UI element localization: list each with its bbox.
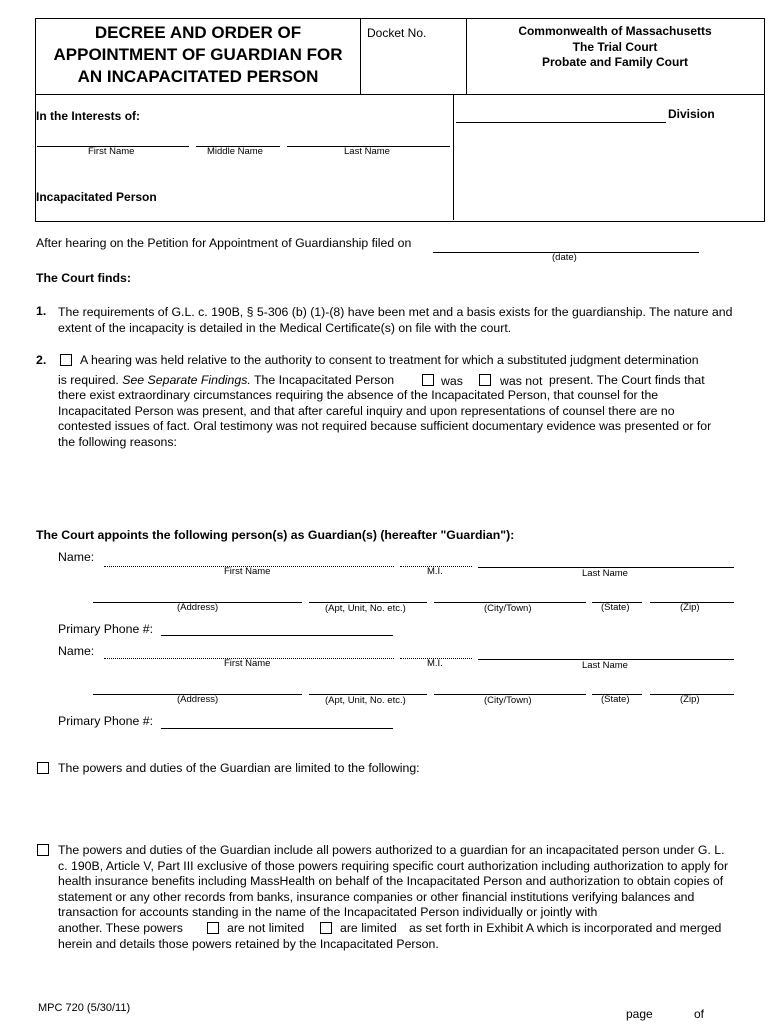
- header-vline-title: [360, 18, 361, 94]
- form-title: DECREE AND ORDER OF APPOINTMENT OF GUARDIAN FOR AN INCAPACITATED PERSON: [53, 23, 343, 86]
- finding-2-number: 2.: [36, 353, 47, 367]
- form-id: MPC 720 (5/30/11): [38, 1002, 131, 1014]
- was-not-present-checkbox[interactable]: [479, 374, 491, 386]
- middle-name-label: Middle Name: [207, 146, 263, 157]
- interests-label: In the Interests of:: [36, 109, 141, 123]
- finding-2-checkbox[interactable]: [60, 354, 72, 366]
- finding-1-number: 1.: [36, 304, 47, 318]
- findings-heading: The Court finds:: [36, 271, 131, 285]
- guardian-2-phone-field[interactable]: [161, 728, 393, 729]
- guardian-2-name-label: Name:: [58, 644, 95, 658]
- finding-2-line2-end: present. The Court finds that: [549, 373, 705, 387]
- guardian-1-city-label: (City/Town): [484, 603, 532, 614]
- incapacitated-person-label: Incapacitated Person: [36, 190, 157, 204]
- finding-1-text: The requirements of G.L. c. 190B, § 5-306 (b) (1)-(8) have been met and a basis exists for the guardianship. The nature and extent of the incapacity is detailed in the Medical Certificate(s) on file with the court.: [58, 305, 733, 335]
- was-not-label: was not: [500, 374, 543, 388]
- guardian-2-mi-label: M.I.: [427, 658, 443, 669]
- guardian-2-first-name-label: First Name: [224, 658, 271, 669]
- guardian-1-mi-label: M.I.: [427, 566, 443, 577]
- header-vline-interests: [453, 94, 454, 220]
- powers-limited-checkbox[interactable]: [37, 762, 49, 774]
- appoint-heading: The Court appoints the following person(s) as Guardian(s) (hereafter "Guardian"):: [36, 528, 515, 542]
- court-name: Commonwealth of Massachusetts The Trial Court Probate and Family Court: [518, 24, 712, 69]
- guardian-2-zip-label: (Zip): [680, 694, 700, 705]
- hearing-text: After hearing on the Petition for Appointment of Guardianship filed on: [36, 236, 412, 250]
- division-field[interactable]: [456, 122, 666, 123]
- division-label: Division: [668, 107, 715, 121]
- was-present-checkbox[interactable]: [422, 374, 434, 386]
- docket-label: Docket No.: [367, 26, 427, 40]
- guardian-2-city-label: (City/Town): [484, 695, 532, 706]
- finding-2-rest: there exist extraordinary circumstances requiring the absence of the Incapacitated Person, that counsel for the Incapacitated Person was present, and that after careful inquiry and upon representations of counsel there are no contested issues of fact. Oral testimony was not required because sufficient documentary evidence was presented or for the following reasons:: [58, 388, 712, 449]
- guardian-1-zip-label: (Zip): [680, 602, 700, 613]
- guardian-1-apt-label: (Apt, Unit, No. etc.): [325, 603, 406, 614]
- guardian-2-address-label: (Address): [177, 694, 219, 705]
- powers-last-line: herein and details those powers retained by the Incapacitated Person.: [58, 937, 439, 951]
- guardian-1-phone-label: Primary Phone #:: [58, 622, 154, 636]
- guardian-1-name-label: Name:: [58, 550, 95, 564]
- last-name-label: Last Name: [344, 146, 390, 157]
- of-label: of: [694, 1007, 705, 1021]
- hearing-date-label: (date): [552, 252, 577, 263]
- powers-all-text: The powers and duties of the Guardian include all powers authorized to a guardian for an incapacitated person under G. L. c. 190B, Article V, Part III exclusive of those powers requiring specific court authorization including authorization to apply for health insurance benefits including MassHealth on behalf of the Incapacitated Person and authorization to obtain copies of statement or any other records from banks, insurance companies or other financial institutions verifying balances and transaction for accounts standing in the name of the Incapacitated Person individually or jointly with: [58, 843, 729, 920]
- guardian-2-state-label: (State): [601, 694, 630, 705]
- finding-2-line2: is required. See Separate Findings. The Incapacitated Person: [58, 373, 395, 387]
- guardian-2-phone-label: Primary Phone #:: [58, 714, 154, 728]
- powers-are-limited-checkbox[interactable]: [320, 922, 332, 934]
- page-label: page: [626, 1007, 653, 1021]
- guardian-1-last-name-label: Last Name: [582, 568, 628, 579]
- powers-not-limited-label: are not limited: [227, 921, 305, 935]
- was-label: was: [441, 374, 463, 388]
- guardian-1-phone-field[interactable]: [161, 635, 393, 636]
- header-divider: [35, 94, 764, 95]
- guardian-1-state-label: (State): [601, 602, 630, 613]
- powers-not-limited-checkbox[interactable]: [207, 922, 219, 934]
- first-name-label: First Name: [88, 146, 135, 157]
- guardian-2-last-name-label: Last Name: [582, 660, 628, 671]
- powers-exhibit-text: as set forth in Exhibit A which is incorporated and merged: [409, 921, 722, 935]
- guardian-2-apt-label: (Apt, Unit, No. etc.): [325, 695, 406, 706]
- powers-limited-text: The powers and duties of the Guardian are limited to the following:: [58, 761, 420, 775]
- guardian-1-address-label: (Address): [177, 602, 219, 613]
- powers-another-text: another. These powers: [58, 921, 183, 935]
- powers-all-checkbox[interactable]: [37, 844, 49, 856]
- powers-are-limited-label: are limited: [340, 921, 397, 935]
- finding-2-line1: A hearing was held relative to the authority to consent to treatment for which a substituted judgment determination: [80, 353, 699, 367]
- guardian-1-first-name-label: First Name: [224, 566, 271, 577]
- separate-findings-ref: See Separate Findings.: [122, 373, 251, 387]
